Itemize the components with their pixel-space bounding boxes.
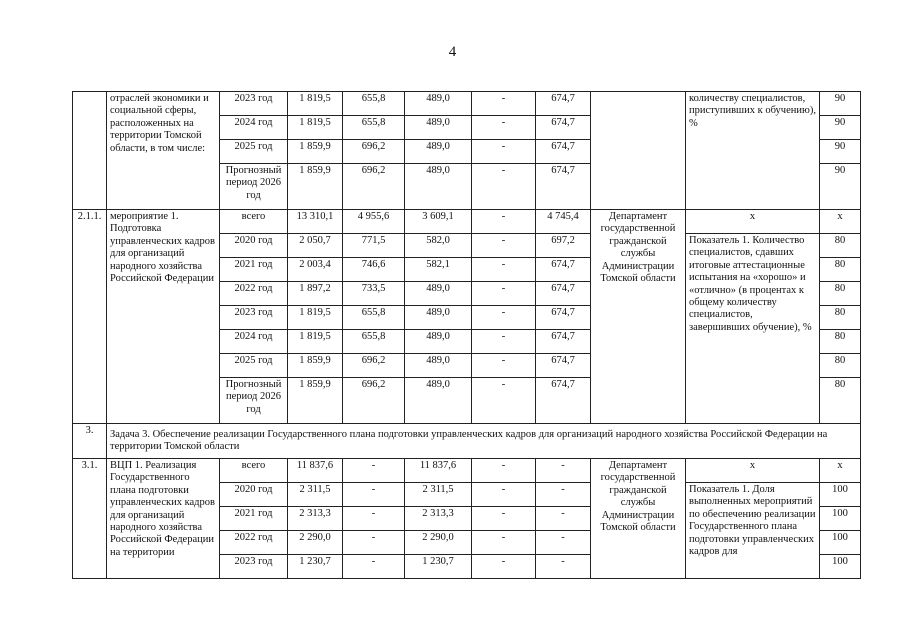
- local-cell: -: [472, 210, 536, 234]
- indicator-name-cell: Показатель 1. Количество специалистов, сдавших итоговые аттестационные испытания на «хорошо» и «отлично» (в процентах к общему количеству специалистов, завершивших обучение), %: [686, 234, 820, 424]
- federal-cell: 655,8: [343, 306, 405, 330]
- local-cell: -: [472, 258, 536, 282]
- indicator-value-cell: х: [820, 459, 861, 483]
- other-cell: -: [536, 459, 591, 483]
- regional-cell: 489,0: [405, 330, 472, 354]
- total-cell: 2 003,4: [288, 258, 343, 282]
- other-cell: 674,7: [536, 282, 591, 306]
- year-cell: всего: [220, 210, 288, 234]
- total-cell: 13 310,1: [288, 210, 343, 234]
- year-cell: всего: [220, 459, 288, 483]
- indicator-value-cell: 80: [820, 306, 861, 330]
- local-cell: -: [472, 234, 536, 258]
- year-cell: 2021 год: [220, 507, 288, 531]
- total-cell: 1 819,5: [288, 92, 343, 116]
- federal-cell: -: [343, 459, 405, 483]
- table-row: [73, 92, 861, 116]
- regional-cell: 3 609,1: [405, 210, 472, 234]
- local-cell: -: [472, 306, 536, 330]
- local-cell: -: [472, 140, 536, 164]
- year-cell: 2021 год: [220, 258, 288, 282]
- local-cell: -: [472, 330, 536, 354]
- indicator-value-cell: 90: [820, 164, 861, 210]
- local-cell: -: [472, 483, 536, 507]
- program-name-cell: ВЦП 1. Реализация Государственного плана подготовки управленческих кадров для организаций народного хозяйства Российской Федерации на территории: [107, 459, 220, 579]
- program-name-cell: отраслей экономики и социальной сферы, расположенных на территории Томской области, в том числе:: [107, 92, 220, 210]
- row-number-cell: [73, 92, 107, 210]
- executor-cell: Департамент государственной гражданской службы Администрации Томской области: [591, 459, 686, 579]
- regional-cell: 582,0: [405, 234, 472, 258]
- year-cell: Прогнозный период 2026 год: [220, 164, 288, 210]
- other-cell: -: [536, 555, 591, 579]
- total-cell: 2 313,3: [288, 507, 343, 531]
- total-cell: 1 859,9: [288, 164, 343, 210]
- regional-cell: 582,1: [405, 258, 472, 282]
- other-cell: 674,7: [536, 258, 591, 282]
- federal-cell: 696,2: [343, 354, 405, 378]
- budget-table: [72, 91, 861, 579]
- task-heading-cell: Задача 3. Обеспечение реализации Государственного плана подготовки управленческих кадров для организаций народного хозяйства Российской Федерации на территории Томской области: [107, 424, 861, 459]
- federal-cell: 696,2: [343, 140, 405, 164]
- indicator-name-cell: х: [686, 459, 820, 483]
- regional-cell: 489,0: [405, 164, 472, 210]
- federal-cell: 696,2: [343, 164, 405, 210]
- indicator-value-cell: х: [820, 210, 861, 234]
- total-cell: 2 311,5: [288, 483, 343, 507]
- indicator-value-cell: 100: [820, 555, 861, 579]
- year-cell: 2022 год: [220, 282, 288, 306]
- total-cell: 1 897,2: [288, 282, 343, 306]
- other-cell: 674,7: [536, 306, 591, 330]
- local-cell: -: [472, 459, 536, 483]
- indicator-name-cell: количеству специалистов, приступивших к обучению), %: [686, 92, 820, 210]
- local-cell: -: [472, 378, 536, 424]
- total-cell: 2 290,0: [288, 531, 343, 555]
- table-row: [73, 210, 861, 234]
- total-cell: 1 859,9: [288, 140, 343, 164]
- federal-cell: 733,5: [343, 282, 405, 306]
- indicator-value-cell: 80: [820, 354, 861, 378]
- local-cell: -: [472, 164, 536, 210]
- other-cell: 674,7: [536, 116, 591, 140]
- indicator-value-cell: 80: [820, 258, 861, 282]
- regional-cell: 2 290,0: [405, 531, 472, 555]
- indicator-name-cell: х: [686, 210, 820, 234]
- regional-cell: 2 311,5: [405, 483, 472, 507]
- year-cell: 2020 год: [220, 234, 288, 258]
- regional-cell: 11 837,6: [405, 459, 472, 483]
- total-cell: 1 230,7: [288, 555, 343, 579]
- total-cell: 1 859,9: [288, 378, 343, 424]
- regional-cell: 2 313,3: [405, 507, 472, 531]
- federal-cell: -: [343, 507, 405, 531]
- regional-cell: 489,0: [405, 282, 472, 306]
- other-cell: -: [536, 483, 591, 507]
- indicator-value-cell: 90: [820, 116, 861, 140]
- other-cell: 674,7: [536, 330, 591, 354]
- indicator-value-cell: 100: [820, 483, 861, 507]
- local-cell: -: [472, 354, 536, 378]
- regional-cell: 489,0: [405, 354, 472, 378]
- other-cell: 674,7: [536, 140, 591, 164]
- total-cell: 2 050,7: [288, 234, 343, 258]
- total-cell: 1 819,5: [288, 306, 343, 330]
- year-cell: 2024 год: [220, 330, 288, 354]
- year-cell: Прогнозный период 2026 год: [220, 378, 288, 424]
- indicator-value-cell: 80: [820, 282, 861, 306]
- indicator-value-cell: 80: [820, 234, 861, 258]
- executor-cell: Департамент государственной гражданской службы Администрации Томской области: [591, 210, 686, 424]
- other-cell: 697,2: [536, 234, 591, 258]
- local-cell: -: [472, 507, 536, 531]
- executor-cell: [591, 92, 686, 210]
- federal-cell: 746,6: [343, 258, 405, 282]
- table-row: [73, 459, 861, 483]
- page-number: 4: [448, 44, 457, 60]
- row-number-cell: 2.1.1.: [73, 210, 107, 424]
- table-row: [73, 424, 861, 459]
- indicator-name-cell: Показатель 1. Доля выполненных мероприятий по обеспечению реализации Государственного плана подготовки управленческих кадров для: [686, 483, 820, 579]
- indicator-value-cell: 80: [820, 330, 861, 354]
- local-cell: -: [472, 116, 536, 140]
- year-cell: 2025 год: [220, 140, 288, 164]
- federal-cell: 655,8: [343, 330, 405, 354]
- indicator-value-cell: 80: [820, 378, 861, 424]
- local-cell: -: [472, 282, 536, 306]
- indicator-value-cell: 90: [820, 140, 861, 164]
- other-cell: 4 745,4: [536, 210, 591, 234]
- other-cell: 674,7: [536, 354, 591, 378]
- regional-cell: 489,0: [405, 140, 472, 164]
- other-cell: 674,7: [536, 92, 591, 116]
- year-cell: 2023 год: [220, 92, 288, 116]
- federal-cell: 655,8: [343, 116, 405, 140]
- other-cell: -: [536, 507, 591, 531]
- federal-cell: 655,8: [343, 92, 405, 116]
- total-cell: 1 819,5: [288, 330, 343, 354]
- row-number-cell: 3.1.: [73, 459, 107, 579]
- year-cell: 2025 год: [220, 354, 288, 378]
- regional-cell: 489,0: [405, 306, 472, 330]
- local-cell: -: [472, 531, 536, 555]
- regional-cell: 489,0: [405, 378, 472, 424]
- indicator-value-cell: 100: [820, 531, 861, 555]
- local-cell: -: [472, 555, 536, 579]
- year-cell: 2023 год: [220, 555, 288, 579]
- regional-cell: 489,0: [405, 92, 472, 116]
- indicator-value-cell: 90: [820, 92, 861, 116]
- other-cell: -: [536, 531, 591, 555]
- federal-cell: -: [343, 483, 405, 507]
- program-name-cell: мероприятие 1. Подготовка управленческих кадров для организаций народного хозяйства Российской Федерации: [107, 210, 220, 424]
- federal-cell: -: [343, 555, 405, 579]
- year-cell: 2023 год: [220, 306, 288, 330]
- federal-cell: -: [343, 531, 405, 555]
- indicator-value-cell: 100: [820, 507, 861, 531]
- total-cell: 1 859,9: [288, 354, 343, 378]
- federal-cell: 771,5: [343, 234, 405, 258]
- year-cell: 2022 год: [220, 531, 288, 555]
- other-cell: 674,7: [536, 378, 591, 424]
- year-cell: 2024 год: [220, 116, 288, 140]
- regional-cell: 1 230,7: [405, 555, 472, 579]
- other-cell: 674,7: [536, 164, 591, 210]
- total-cell: 1 819,5: [288, 116, 343, 140]
- regional-cell: 489,0: [405, 116, 472, 140]
- year-cell: 2020 год: [220, 483, 288, 507]
- federal-cell: 696,2: [343, 378, 405, 424]
- federal-cell: 4 955,6: [343, 210, 405, 234]
- total-cell: 11 837,6: [288, 459, 343, 483]
- local-cell: -: [472, 92, 536, 116]
- row-number-cell: 3.: [73, 424, 107, 459]
